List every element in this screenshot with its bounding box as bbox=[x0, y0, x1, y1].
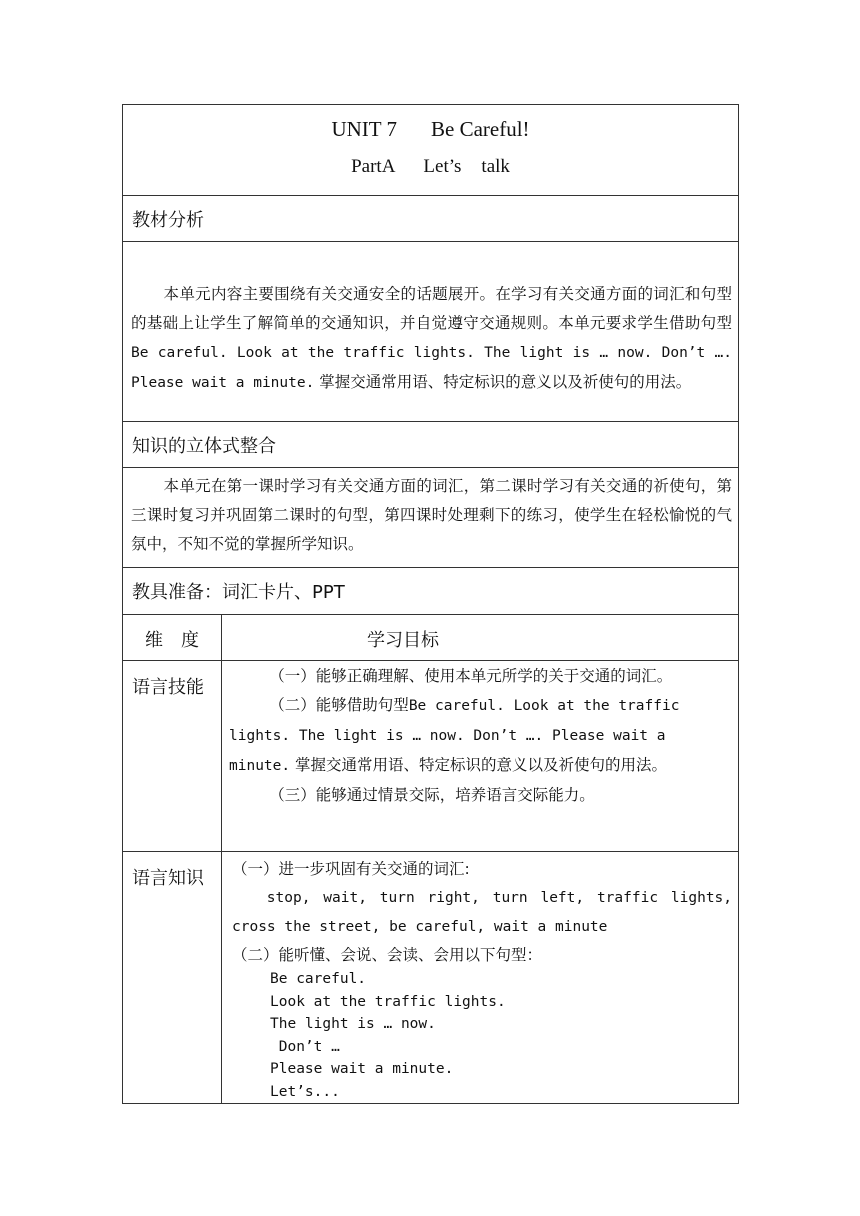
sentence-item: The light is … now. bbox=[270, 1016, 436, 1032]
title-cell bbox=[123, 105, 739, 196]
analysis-heading: 教材分析 bbox=[123, 196, 739, 242]
title-row bbox=[123, 105, 739, 196]
tools-row bbox=[123, 568, 739, 615]
part-label: PartA bbox=[351, 156, 396, 177]
analysis-text-en: Be careful. Look at the traffic lights. The light is … now. Don’t …. Please wait a minute. bbox=[131, 345, 733, 391]
analysis-body bbox=[123, 242, 739, 422]
skills-label: 语言技能 bbox=[123, 661, 222, 852]
unit-number: UNIT 7 bbox=[331, 117, 397, 141]
sentence-list bbox=[232, 968, 732, 1103]
skills-item-2-tail: 掌握交通常用语、特定标识的意义以及祈使句的用法。 bbox=[290, 756, 668, 774]
analysis-heading-row bbox=[123, 196, 739, 242]
integration-body bbox=[123, 468, 739, 568]
sentence-item: Don’t … bbox=[270, 1038, 340, 1055]
sentence-item: Let’s... bbox=[270, 1083, 340, 1100]
tools-label: 教具准备：词汇卡片、PPT bbox=[123, 568, 739, 615]
objective-header: 学习目标 bbox=[222, 615, 739, 661]
part-name-2: talk bbox=[481, 156, 510, 177]
knowledge-objectives bbox=[222, 852, 739, 1104]
dimension-header: 维 度 bbox=[123, 615, 222, 661]
skills-item-2-lead: （二）能够借助句型 bbox=[269, 696, 409, 714]
knowledge-row bbox=[123, 852, 739, 1104]
unit-title bbox=[123, 117, 738, 142]
knowledge-vocab: stop, wait, turn right, turn left, traffic lights, cross the street, be careful, wait a minute bbox=[232, 890, 733, 935]
sentence-item: Please wait a minute. bbox=[270, 1061, 454, 1077]
skills-item-2 bbox=[229, 691, 732, 781]
knowledge-item-1: （一）进一步巩固有关交通的词汇: bbox=[232, 860, 470, 878]
part-name-1: Let’s bbox=[423, 156, 462, 177]
sentence-item: Be careful. bbox=[270, 971, 367, 987]
analysis-text-1: 本单元内容主要围绕有关交通安全的话题展开。在学习有关交通方面的词汇和句型的基础上让学生了解简单的交通知识，并自觉遵守交通规则。本单元要求学生借助句型 bbox=[131, 285, 733, 332]
skills-row bbox=[123, 661, 739, 852]
skills-item-2-en: Be careful. Look at the traffic lights. The light is … now. Don’t …. Please wait a minute. bbox=[229, 698, 680, 774]
skills-objectives bbox=[222, 661, 739, 852]
analysis-text-2: 掌握交通常用语、特定标识的意义以及祈使句的用法。 bbox=[314, 373, 692, 391]
skills-item-1: （一）能够正确理解、使用本单元所学的关于交通的词汇。 bbox=[269, 667, 673, 685]
integration-body-row bbox=[123, 468, 739, 568]
knowledge-item-2: （二）能听懂、会说、会读、会用以下句型： bbox=[232, 946, 543, 964]
part-title bbox=[123, 156, 738, 178]
column-header-row bbox=[123, 615, 739, 661]
analysis-body-row bbox=[123, 242, 739, 422]
lesson-plan-table bbox=[122, 104, 739, 1104]
unit-name: Be Careful! bbox=[431, 117, 530, 141]
sentence-item: Look at the traffic lights. bbox=[270, 993, 506, 1010]
integration-text: 本单元在第一课时学习有关交通方面的词汇，第二课时学习有关交通的祈使句，第三课时复习并巩固第二课时的句型，第四课时处理剩下的练习，使学生在轻松愉悦的气氛中，不知不觉的掌握所学知识。 bbox=[131, 477, 733, 553]
integration-heading-row bbox=[123, 422, 739, 468]
integration-heading: 知识的立体式整合 bbox=[123, 422, 739, 468]
knowledge-label: 语言知识 bbox=[123, 852, 222, 1104]
skills-item-3: （三）能够通过情景交际，培养语言交际能力。 bbox=[269, 786, 595, 804]
